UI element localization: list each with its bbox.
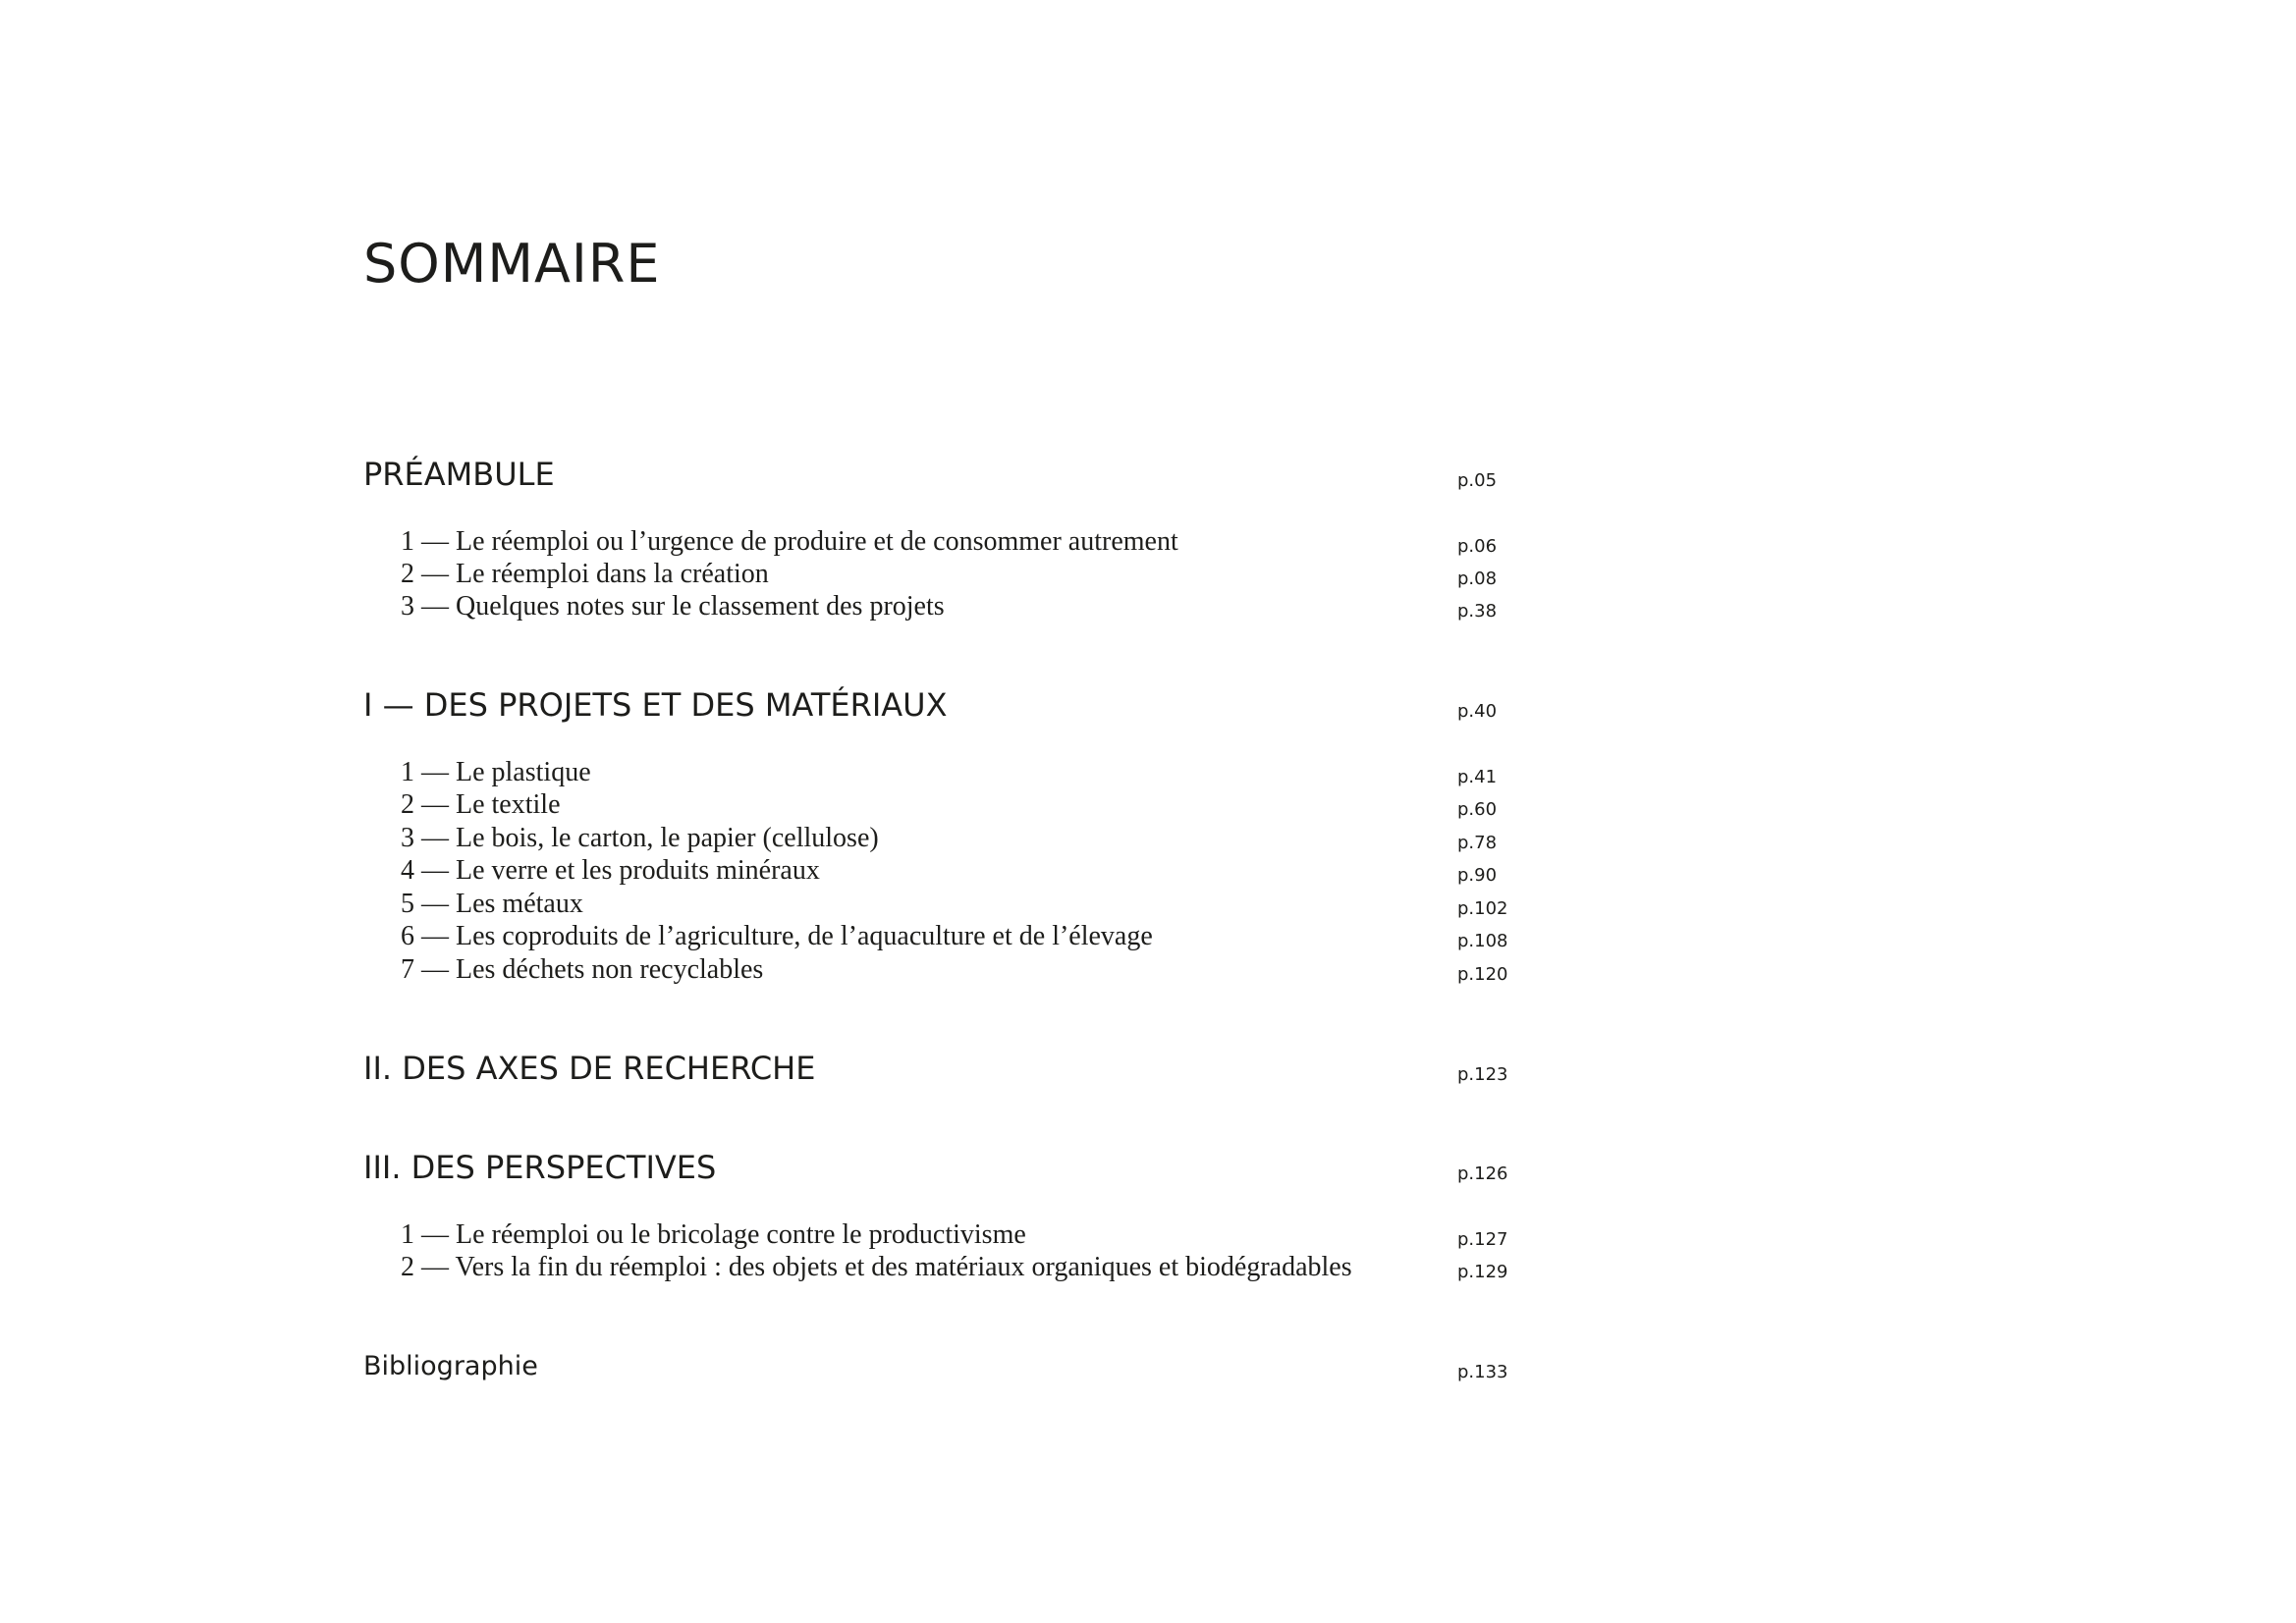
- section-page-perspectives: p.126: [1457, 1163, 1508, 1184]
- toc-entry: 3 — Quelques notes sur le classement des projets: [401, 591, 945, 622]
- toc-entry: 1 — Le réemploi ou l’urgence de produire et de consommer autrement: [401, 526, 1178, 557]
- toc-entry-page: p.38: [1457, 601, 1498, 622]
- toc-entry-page: p.120: [1457, 964, 1508, 985]
- section-heading-preambule: PRÉAMBULE: [363, 456, 555, 493]
- toc-entry: 7 — Les déchets non recyclables: [401, 954, 764, 985]
- toc-entry: 2 — Vers la fin du réemploi : des objets et des matériaux organiques et biodégradables: [401, 1252, 1352, 1282]
- toc-entry-page: p.90: [1457, 865, 1498, 886]
- toc-entry: 4 — Le verre et les produits minéraux: [401, 855, 820, 886]
- section-heading-projets-materiaux: I — DES PROJETS ET DES MATÉRIAUX: [363, 686, 948, 724]
- toc-entry-page: p.41: [1457, 767, 1498, 787]
- section-heading-bibliographie: Bibliographie: [363, 1351, 538, 1381]
- toc-entry-page: p.129: [1457, 1262, 1508, 1282]
- toc-entry-page: p.102: [1457, 898, 1508, 919]
- section-page-projets-materiaux: p.40: [1457, 701, 1498, 722]
- toc-entry-page: p.108: [1457, 931, 1508, 951]
- toc-entry-page: p.08: [1457, 568, 1498, 589]
- toc-entry-page: p.60: [1457, 799, 1498, 820]
- toc-entry: 6 — Les coproduits de l’agriculture, de l’aquaculture et de l’élevage: [401, 921, 1153, 951]
- section-heading-axes-recherche: II. DES AXES DE RECHERCHE: [363, 1050, 816, 1087]
- toc-entry-page: p.78: [1457, 833, 1498, 853]
- toc-entry-page: p.06: [1457, 536, 1498, 557]
- toc-entry: 1 — Le réemploi ou le bricolage contre le productivisme: [401, 1219, 1026, 1250]
- section-page-preambule: p.05: [1457, 470, 1498, 491]
- section-heading-perspectives: III. DES PERSPECTIVES: [363, 1149, 717, 1186]
- toc-entry: 2 — Le réemploi dans la création: [401, 559, 769, 589]
- toc-entry: 3 — Le bois, le carton, le papier (cellulose): [401, 823, 879, 853]
- section-page-axes-recherche: p.123: [1457, 1064, 1508, 1085]
- section-page-bibliographie: p.133: [1457, 1362, 1508, 1382]
- toc-entry: 5 — Les métaux: [401, 889, 583, 919]
- page-title: SOMMAIRE: [363, 233, 661, 295]
- toc-entry: 1 — Le plastique: [401, 757, 591, 787]
- toc-entry: 2 — Le textile: [401, 789, 561, 820]
- toc-entry-page: p.127: [1457, 1229, 1508, 1250]
